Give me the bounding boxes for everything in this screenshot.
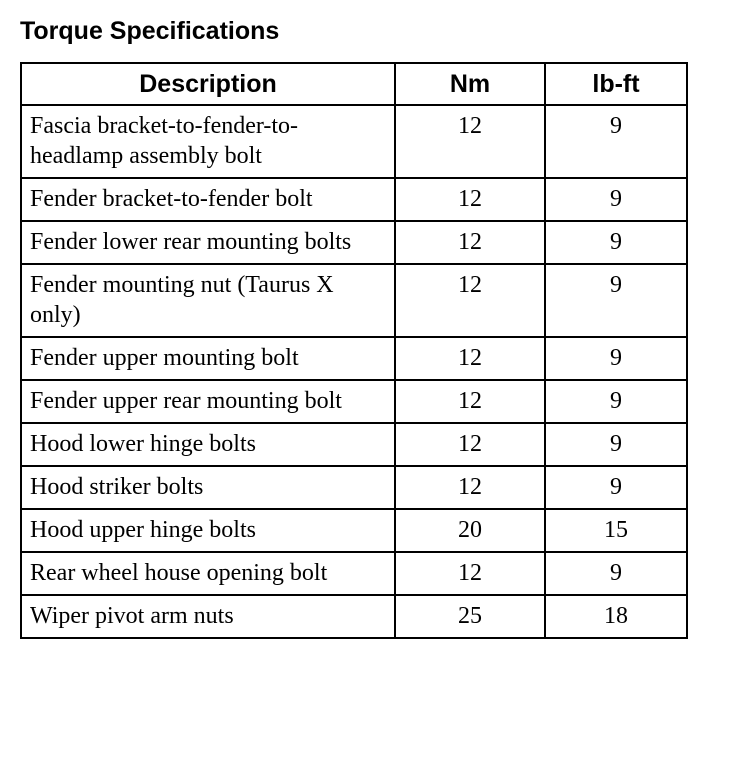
row-nm: 12 (395, 552, 545, 595)
row-nm: 12 (395, 105, 545, 178)
row-description: Fender upper mounting bolt (21, 337, 395, 380)
row-nm: 25 (395, 595, 545, 638)
table-row (21, 466, 687, 509)
row-description: Hood upper hinge bolts (21, 509, 395, 552)
row-lbft: 9 (545, 380, 687, 423)
table-row (21, 264, 687, 337)
row-description: Hood lower hinge bolts (21, 423, 395, 466)
row-nm: 20 (395, 509, 545, 552)
row-description: Hood striker bolts (21, 466, 395, 509)
row-description: Rear wheel house opening bolt (21, 552, 395, 595)
row-description: Fender lower rear mounting bolts (21, 221, 395, 264)
row-description: Fender mounting nut (Taurus X only) (21, 264, 395, 337)
row-description: Fender upper rear mounting bolt (21, 380, 395, 423)
table-row (21, 509, 687, 552)
table-row (21, 552, 687, 595)
row-lbft: 15 (545, 509, 687, 552)
table-row (21, 105, 687, 178)
row-lbft: 9 (545, 337, 687, 380)
column-header-description: Description (21, 63, 395, 105)
table-row (21, 595, 687, 638)
row-nm: 12 (395, 380, 545, 423)
row-nm: 12 (395, 178, 545, 221)
column-header-lbft: lb-ft (545, 63, 687, 105)
row-nm: 12 (395, 423, 545, 466)
row-description: Fascia bracket-to-fender-to-headlamp assembly bolt (21, 105, 395, 178)
torque-specifications-table (20, 62, 688, 639)
row-nm: 12 (395, 466, 545, 509)
row-lbft: 9 (545, 105, 687, 178)
row-lbft: 9 (545, 178, 687, 221)
table-row (21, 178, 687, 221)
row-description: Wiper pivot arm nuts (21, 595, 395, 638)
row-lbft: 9 (545, 221, 687, 264)
row-lbft: 9 (545, 264, 687, 337)
row-nm: 12 (395, 337, 545, 380)
row-lbft: 9 (545, 552, 687, 595)
row-lbft: 9 (545, 423, 687, 466)
row-lbft: 18 (545, 595, 687, 638)
row-nm: 12 (395, 264, 545, 337)
page-title: Torque Specifications (20, 17, 280, 45)
table-row (21, 423, 687, 466)
row-nm: 12 (395, 221, 545, 264)
column-header-nm: Nm (395, 63, 545, 105)
table-row (21, 221, 687, 264)
row-description: Fender bracket-to-fender bolt (21, 178, 395, 221)
table-row (21, 380, 687, 423)
row-lbft: 9 (545, 466, 687, 509)
table-row (21, 337, 687, 380)
table-header-row (21, 63, 687, 105)
